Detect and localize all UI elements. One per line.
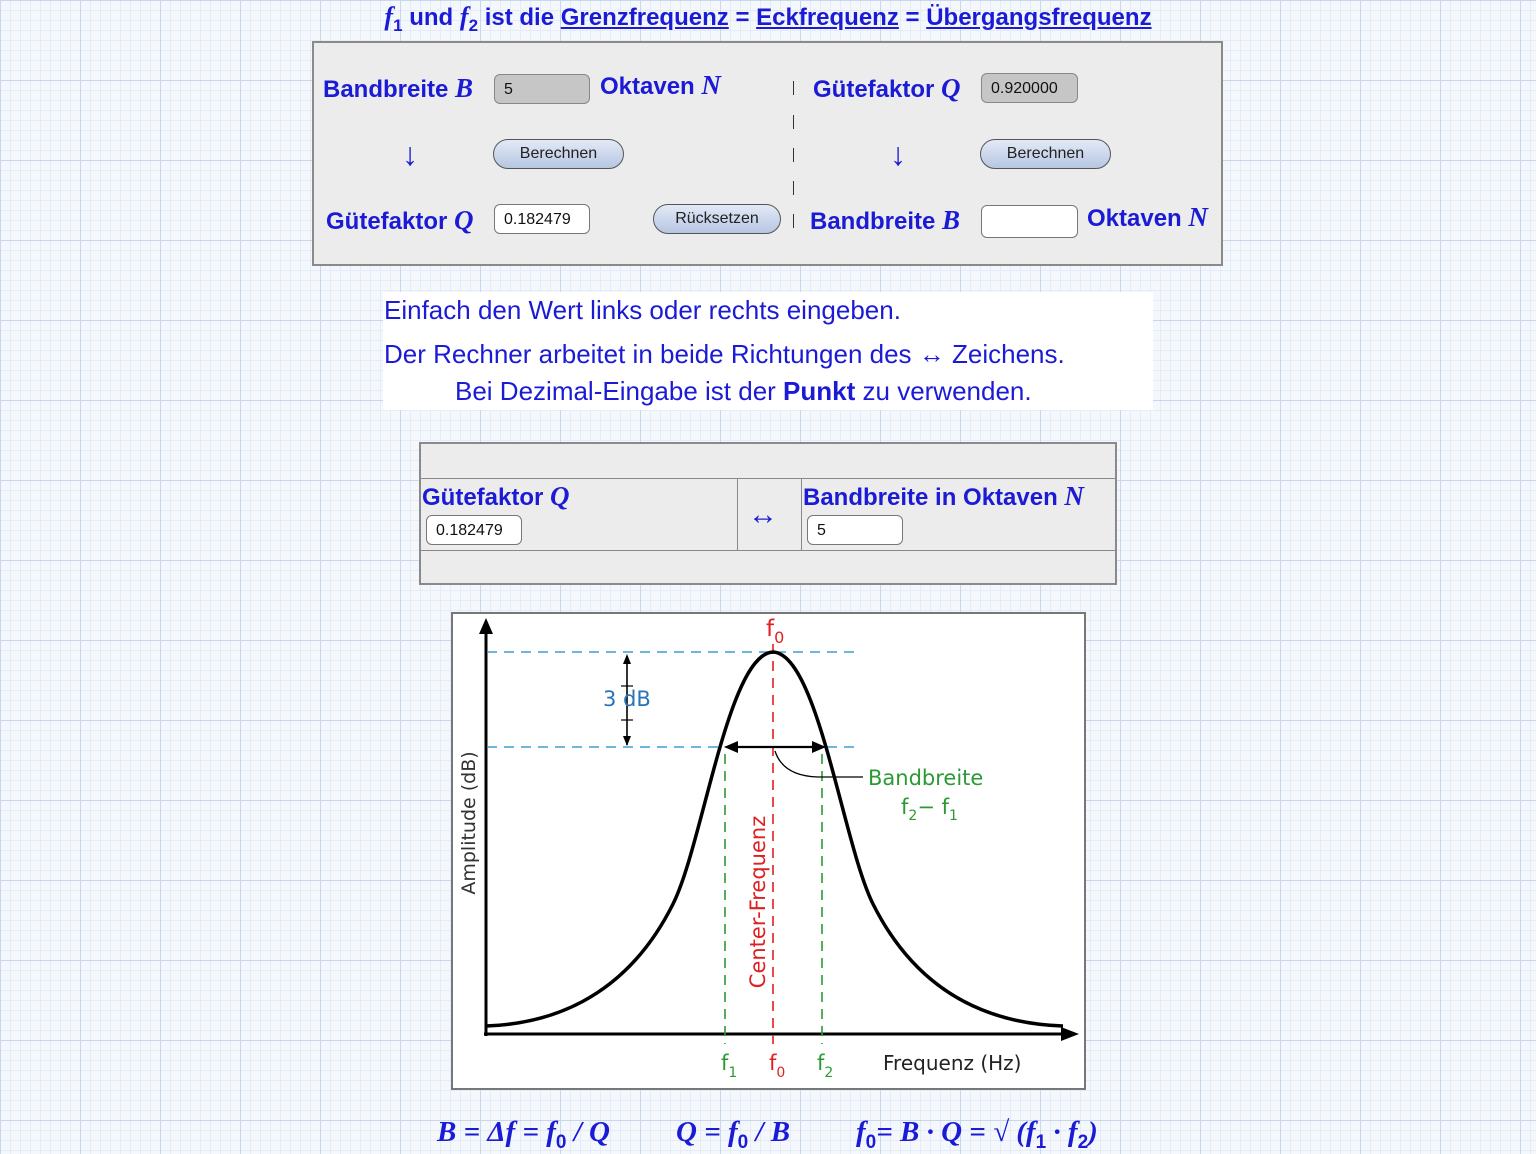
tick-f1-label xyxy=(721,1051,737,1081)
db-arrow-down xyxy=(623,736,631,746)
formula-quality xyxy=(676,1116,790,1154)
formula-3-sub-a: 0 xyxy=(865,1131,877,1153)
formula-3-sub-c: 2 xyxy=(1077,1131,1089,1153)
compute-bandwidth-button[interactable]: Berechnen xyxy=(980,139,1111,169)
db-label: 3 dB xyxy=(603,687,651,711)
divider xyxy=(793,115,794,129)
instruction-line-3 xyxy=(455,376,1032,407)
bandwidth-octaves-input[interactable]: 5 xyxy=(494,74,590,104)
header-eq-2: = xyxy=(905,4,920,31)
quality-var: Q xyxy=(454,205,474,235)
bandwidth-arrow-left xyxy=(724,741,738,753)
tick-f0-subscript: 0 xyxy=(776,1065,786,1081)
octaves-output-var: N xyxy=(1188,202,1208,232)
octaves-output-label-text: Oktaven xyxy=(1087,205,1182,232)
bandwidth-diagram xyxy=(451,612,1086,1090)
octaves-label-text: Oktaven xyxy=(600,73,695,100)
quality-output-field[interactable]: 0.182479 xyxy=(494,204,590,234)
bandwidth-output-field[interactable] xyxy=(981,205,1078,238)
converter-quality-label xyxy=(422,481,570,512)
converter-octaves-var: N xyxy=(1064,481,1084,511)
bandwidth-label-text: Bandbreite xyxy=(323,76,449,103)
bw-formula-minus: − f xyxy=(917,795,949,819)
divider xyxy=(793,181,794,195)
header-ist-die: ist die xyxy=(484,4,555,31)
resonance-curve xyxy=(486,652,1063,1026)
converter-quality-label-text: Gütefaktor xyxy=(422,484,544,511)
f2-subscript: 2 xyxy=(468,15,479,35)
bandwidth-var: B xyxy=(455,73,474,103)
center-frequency-label: Center-Frequenz xyxy=(746,815,770,989)
f1-subscript: 1 xyxy=(393,15,403,35)
converter-octaves-label-text: Bandbreite in Oktaven xyxy=(803,484,1058,511)
octaves-label xyxy=(600,70,721,101)
converter-octaves-input[interactable]: 5 xyxy=(807,515,903,545)
instruction-line-2: Der Rechner arbeitet in beide Richtungen des ↔ Zeichens. xyxy=(384,339,1065,369)
f0-top-subscript: 0 xyxy=(774,628,785,647)
instruction-line-3-pre: Bei Dezimal-Eingabe ist der xyxy=(455,376,784,406)
formula-2-part-b: / B xyxy=(748,1116,791,1148)
divider xyxy=(737,478,738,550)
bw-formula-f1-sub: 1 xyxy=(949,808,958,824)
divider xyxy=(801,478,802,550)
reset-button[interactable]: Rücksetzen xyxy=(653,204,781,234)
divider xyxy=(421,550,1115,551)
formula-3-part-b: = B · Q = √ (f xyxy=(876,1116,1036,1148)
bandwidth-leader-line xyxy=(775,751,863,777)
converter-octaves-label xyxy=(803,481,1084,512)
bandwidth-output-label-text: Bandbreite xyxy=(810,208,936,235)
x-axis-label: Frequenz (Hz) xyxy=(883,1051,1022,1075)
db-arrow-up xyxy=(623,654,631,664)
tick-f2-letter: f xyxy=(817,1051,825,1075)
bandwidth-input-label xyxy=(323,73,473,104)
quality-input-var: Q xyxy=(941,73,961,103)
y-axis-label: Amplitude (dB) xyxy=(458,751,480,895)
x-axis-arrowhead xyxy=(1061,1027,1079,1041)
down-arrow-icon: ↓ xyxy=(402,136,418,172)
tick-f1-letter: f xyxy=(721,1051,729,1075)
bw-formula-f2: f xyxy=(901,795,909,819)
link-eckfrequenz[interactable]: Eckfrequenz xyxy=(756,4,899,31)
header-title xyxy=(0,2,1536,36)
instruction-line-3-post: zu verwenden. xyxy=(855,376,1032,406)
quality-input-label-text: Gütefaktor xyxy=(813,76,935,103)
divider xyxy=(793,148,794,162)
quality-factor-input[interactable]: 0.920000 xyxy=(981,73,1078,103)
formula-1-part-a: B = Δf = f xyxy=(437,1116,556,1148)
converter-panel xyxy=(419,442,1117,585)
divider xyxy=(793,214,794,228)
header-und: und xyxy=(409,4,454,31)
formula-center-frequency xyxy=(856,1116,1098,1154)
bandwidth-formula xyxy=(901,795,958,824)
bidirectional-arrow-icon: ↔ xyxy=(748,498,778,531)
tick-f1-subscript: 1 xyxy=(728,1065,738,1081)
formula-3-part-d: ) xyxy=(1088,1116,1098,1148)
down-arrow-icon: ↓ xyxy=(890,136,906,172)
f0-top-label xyxy=(766,616,784,647)
formula-2-sub: 0 xyxy=(737,1131,749,1153)
formula-3-part-a: f xyxy=(856,1116,866,1148)
f2-symbol: f xyxy=(459,2,469,31)
formula-1-sub: 0 xyxy=(555,1131,567,1153)
header-eq-1: = xyxy=(735,4,750,31)
formula-3-sub-b: 1 xyxy=(1035,1131,1047,1153)
bw-formula-f2-sub: 2 xyxy=(908,808,918,824)
formula-2-part-a: Q = f xyxy=(676,1116,738,1148)
quality-output-label xyxy=(326,205,474,236)
converter-quality-var: Q xyxy=(550,481,570,511)
instruction-line-1: Einfach den Wert links oder rechts eingeben. xyxy=(384,295,901,325)
octaves-var: N xyxy=(701,70,721,100)
quality-label-text: Gütefaktor xyxy=(326,208,448,235)
f0-top-letter: f xyxy=(766,616,775,642)
divider xyxy=(793,81,794,95)
calculator-panel xyxy=(312,41,1223,266)
link-uebergangsfrequenz[interactable]: Übergangsfrequenz xyxy=(926,4,1152,31)
compute-q-button[interactable]: Berechnen xyxy=(493,139,624,169)
quality-input-label xyxy=(813,73,961,104)
formula-1-part-b: / Q xyxy=(566,1116,610,1148)
bandwidth-output-var: B xyxy=(942,205,961,235)
tick-f0-label xyxy=(769,1051,785,1081)
instruction-line-3-bold: Punkt xyxy=(783,376,856,406)
tick-f2-label xyxy=(817,1051,833,1081)
octaves-output-label xyxy=(1087,202,1208,233)
formula-3-part-c: · f xyxy=(1046,1116,1078,1148)
bandwidth-label: Bandbreite xyxy=(868,766,984,790)
f1-symbol: f xyxy=(384,2,394,31)
link-grenzfrequenz[interactable]: Grenzfrequenz xyxy=(560,4,729,31)
divider xyxy=(421,478,1115,479)
tick-f2-subscript: 2 xyxy=(824,1065,834,1081)
instructions-box xyxy=(383,292,1153,410)
converter-quality-input[interactable]: 0.182479 xyxy=(426,515,522,545)
bandwidth-output-label xyxy=(810,205,960,236)
tick-f0-letter: f xyxy=(769,1051,777,1075)
formula-bandwidth xyxy=(437,1116,610,1154)
y-axis-arrowhead xyxy=(479,618,493,634)
diagram-svg xyxy=(453,614,1084,1088)
